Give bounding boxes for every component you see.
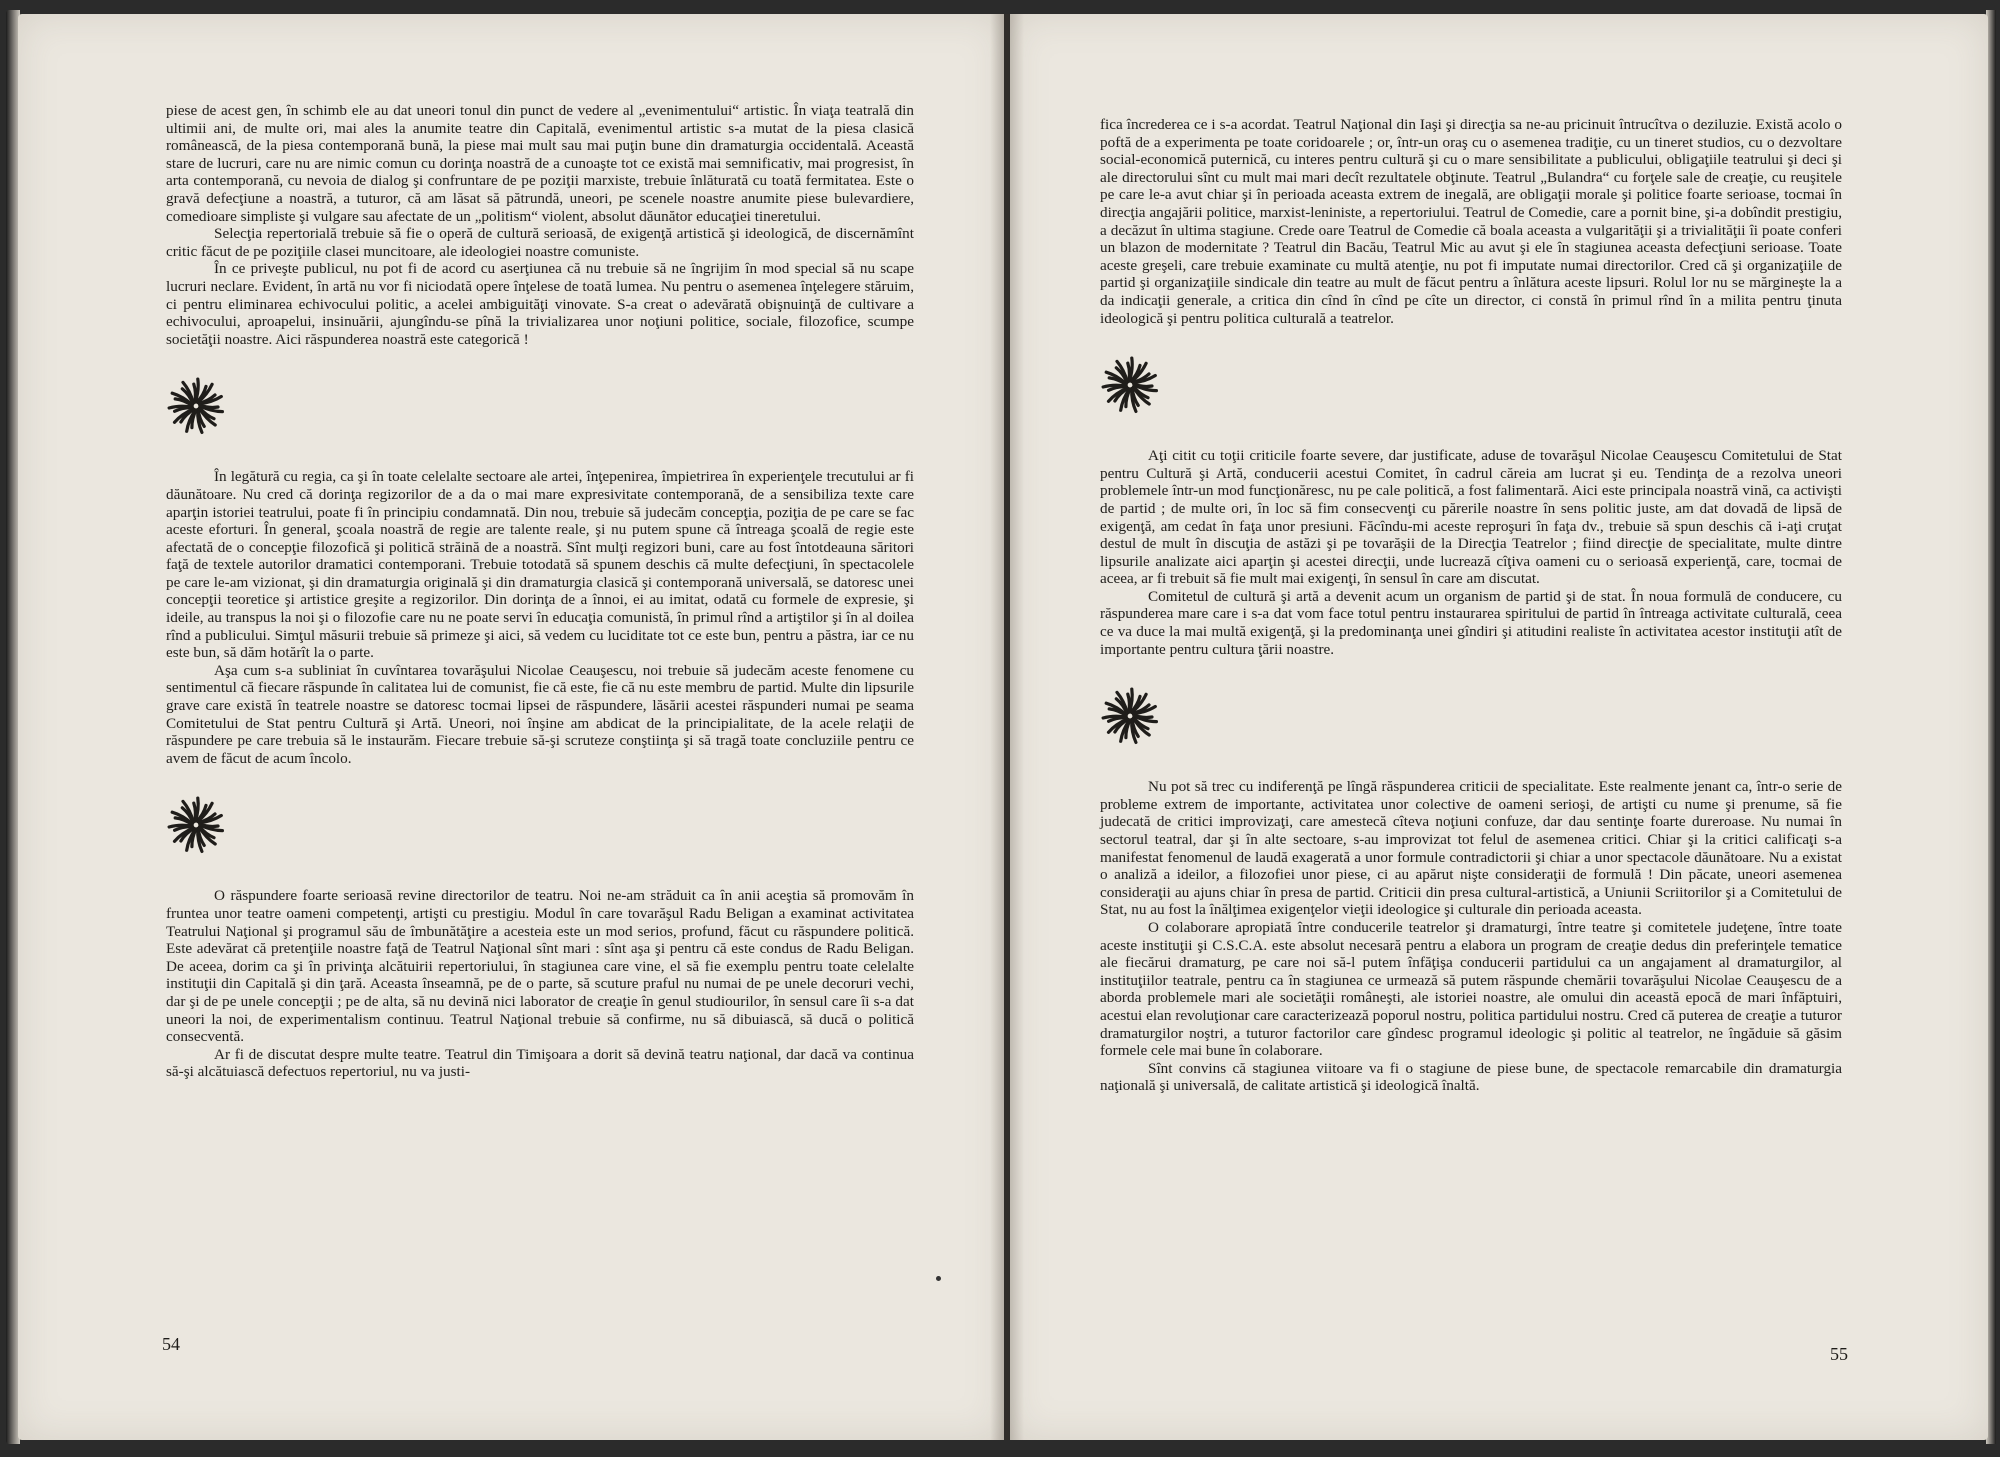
starburst-ray <box>1134 384 1152 386</box>
starburst-ornament-icon <box>1100 355 1160 415</box>
margin-dot <box>936 1276 941 1281</box>
paragraph: Sînt convins că stagiunea viitoare va fi o stagiune de piese bune, de spectacole remarcabile din dramaturgia naţională şi universală, de calitate artistică şi ideologică înaltă. <box>1100 1059 1842 1095</box>
starburst-ornament-icon <box>1100 686 1160 746</box>
starburst-ray <box>1134 716 1152 718</box>
paragraph: O colaborare apropiată între conducerile teatrelor şi dramaturgi, între teatre şi comitetele judeţene, între toate aceste instituţii şi C.S.C.A. este absolut necesară pentru a elabora un program de creaţie dedus din preferinţele tematice ale fiecărui dramaturg, pe care noi să-l putem înfăţişa conducerii partidului ca un angajament al dramaturgilor, al instituţiilor teatrale, pentru ca în stagiunea ce urmează să putem răspunde chemării tovarăşului Nicolae Ceauşescu de a aborda problemele mari ale societăţii româneşti, ale istoriei noastre, ale omului din această epocă de mari înfăptuiri, acestui elan revoluţionar care caracterizează poporul nostru, politica partidului nostru. Cred că puterea de creaţie a tuturor dramaturgilor noştri, a tuturor factorilor care gîndesc programul ideologic şi politic al teatrelor, ne îngăduie să găsim formele cele mai bune în colaborare. <box>1100 919 1842 1060</box>
book-gutter <box>990 14 1024 1440</box>
right-text-column <box>1100 116 1842 1095</box>
paragraph: Selecţia repertorială trebuie să fie o operă de cultură serioasă, de exigenţă artistică şi ideologică, de discernămînt critic făcut de pe poziţiile clasei muncitoare, ale ideologiei noastre comuniste. <box>166 225 914 260</box>
paragraph: Nu pot să trec cu indiferenţă pe lîngă răspunderea criticii de specialitate. Este realmente jenant ca, într-o serie de probleme extrem de importante, activitatea unor colective de oameni serioşi, de artişti cu nume şi prenume, să fie judecată de critici improvizaţi, care amestecă cîteva noţiuni confuze, dar dau sentinţe foarte dureroase. Nu numai în sectorul teatral, dar şi în alte sectoare, s-au improvizat tot felul de asemenea critici. Chiar şi la critici calificaţi s-a manifestat fenomenul de laudă exagerată a unor formule contradictorii şi chiar a unor spectacole dăunătoare. Nu a existat o analiză a ideilor, a filozofiei unor piese, ci au apărut nişte consideraţii de formulă ! Din păcate, uneori asemenea consideraţii au ajuns chiar în presa de partid. Criticii din presa cultural-artistică, a Uniunii Scriitorilor şi a Comitetului de Stat, nu au fost la înălţimea exigenţelor vieţii ideologice şi culturale din perioada aceasta. <box>1100 778 1842 919</box>
paragraph: Aţi citit cu toţii criticile foarte severe, dar justificate, aduse de tovarăşul Nicolae Ceauşescu Comitetului de Stat pentru Cultură şi Artă, conducerii acestui Comitet, în cadrul căreia am lucrat şi eu. Tendinţa de a rezolva uneori problemele într-un mod funcţionăresc, nu pe cale politică, a fost falimentară. Aici este principala noastră vină, ca activişti de partid ; de multe ori, în loc să fim consecvenţi cu părerile noastre în sens politic juste, am dat dovadă de lipsă de exigenţă, am cedat în faţa unor presiuni. Făcîndu-mi aceste reproşuri în faţa dv., trebuie să spun deschis că i-aţi cruţat destul de mult în discuţia de astăzi şi pe tovarăşii de la Direcţia Teatrelor ; fiind direcţie de specialitate, multe dintre lipsurile analizate aici aparţin şi acestei direcţii, unde lucrează cîţiva oameni cu o serioasă experienţă, care, tocmai de aceea, ar fi trebuit să fie mult mai exigenţi, în sensul în care am discutat. <box>1100 447 1842 588</box>
paragraph: O răspundere foarte serioasă revine directorilor de teatru. Noi ne-am străduit ca în anii aceştia să promovăm în fruntea unor teatre oameni competenţi, artişti cu prestigiu. Modul în care tovarăşul Radu Beligan a examinat activitatea Teatrului Naţional şi programul său de îmbunătăţire a acesteia este un mod serios, profund, făcut cu răspundere politică. Este adevărat că pretenţiile noastre faţă de Teatrul Naţional sînt mari : sînt aşa şi pentru că este condus de Radu Beligan. De aceea, dorim ca şi în privinţa alcătuirii repertoriului, în stagiunea care vine, el să fie exemplu pentru toate celelalte instituţii din Capitală şi din ţară. Aceasta înseamnă, pe de o parte, să scuture praful nu numai de pe unele decoruri vechi, dar şi de pe unele concepţii ; pe de alta, să nu devină nici laborator de creaţie în genul studiourilor, în sensul care îi s-a dat uneori la noi, de experimentalism continuu. Teatrul Naţional trebuie să confirme, nu să dibuiască, să ducă o politică consecventă. <box>166 887 914 1046</box>
page-number: 55 <box>1830 1344 1848 1364</box>
paragraph: Comitetul de cultură şi artă a devenit acum un organism de partid şi de stat. În noua formulă de conducere, cu răspunderea mare care i s-a dat vom face totul pentru instaurarea spiritului de partid în întreaga activitate culturală, ceea ce va duce la mai multă exigenţă, şi la predominanţa unei gîndiri şi atitudini realiste în activitatea acestor instituţii atît de importante pentru cultura ţării noastre. <box>1100 587 1842 658</box>
starburst-ray <box>200 825 218 827</box>
paragraph: fica încrederea ce i s-a acordat. Teatrul Naţional din Iaşi şi direcţia sa ne-au pricinuit întrucîtva o deziluzie. Există acolo o poftă de a experimenta pe toate coridoarele ; or, într-un oraş cu o asemenea tradiţie, cu un tineret studios, cu o dezvoltare social-economică puternică, cu interes pentru cultură şi cu o mare sensibilitate a publicului, obligaţiile teatrului şi deci şi ale directorului sînt cu mult mai mari decît rezultatele obţinute. Teatrul „Bulandra“ cu forţele sale de creaţie, cu reuşitele pe care le-a avut chiar şi în perioada aceasta extrem de inegală, are obligaţii morale şi politice foarte serioase, tocmai în direcţia angajării politice, marxist-leniniste, a repertoriului. Teatrul de Comedie, care a pornit bine, şi-a dobîndit prestigiu, a decăzut în ultima stagiune. Crede oare Teatrul de Comedie că boala aceasta a vulgarităţii şi a trivialităţii îi poate conferi un blazon de modernitate ? Teatrul din Bacău, Teatrul Mic au avut şi ele în stagiunea aceasta defecţiuni serioase. Toate aceste greşeli, care trebuie examinate cu multă atenţie, nu pot fi imputate numai directorilor. Cred că şi organizaţiile de partid şi organizaţiile sindicale din teatre au mult de făcut pentru a înlătura aceste lipsuri. Rolul lor nu se mărgineşte la a da indicaţii generale, a critica din cînd în cînd pe cîte un director, ci constă în primul rînd în a milita pentru ţinuta ideologică şi pentru politica culturală a teatrelor. <box>1100 116 1842 327</box>
starburst-ray <box>169 407 192 409</box>
paragraph: piese de acest gen, în schimb ele au dat uneori tonul din punct de vedere al „evenimentului“ artistic. În viaţa teatrală din ultimii ani, de multe ori, mai ales la anumite teatre din Capitală, evenimentul artistic s-a mutat de la piesa clasică românească, de la piesa contemporană bună, la piese mai mult sau mai puţin bune din dramaturgia occidentală. Această stare de lucruri, care nu are nimic comun cu dorinţa noastră de a cunoaşte tot ce există mai semnificativ, mai progresist, în arta contemporană, cu nevoia de dialog şi confruntare de pe poziţii marxiste, trebuie înlăturată cu toată fermitatea. Este o gravă defecţiune a noastră, a tuturor, că am lăsat să pătrundă, uneori, pe scenele noastre anumite piese bulevardiere, comedioare simpliste şi vulgare sau afectate de un „politism“ violent, absolut dăunător educaţiei tineretului. <box>166 102 914 225</box>
paragraph: În ce priveşte publicul, nu pot fi de acord cu aserţiunea că nu trebuie să ne îngrijim în mod special să nu scape lucruri neclare. Evident, în artă nu vor fi niciodată opere înţelese de toată lumea. Nu pentru o asemenea înţelegere stăruim, ci pentru eliminarea echivocului politic, a acelei ambiguităţi vinovate. S-a creat o adevărată obişnuinţă de cultivare a echivocului, aproapelui, insinuării, ajungîndu-se pînă la trivializarea unor noţiuni politice, sociale, filozofice, scumpe societăţii noastre. Aici răspunderea noastră este categorică ! <box>166 260 914 348</box>
paragraph: Aşa cum s-a subliniat în cuvîntarea tovarăşului Nicolae Ceauşescu, noi trebuie să judecăm aceste fenomene cu sentimentul că fiecare răspunde în calitatea lui de comunist, fie că este, fie că nu este membru de partid. Multe din lipsurile grave care există în teatrele noastre se datoresc tocmai lipsei de răspundere, lăsării acestei răspunderi numai pe seama Comitetului de Stat pentru Cultură şi Artă. Uneori, noi înşine am abdicat de la principialitate, de la acele relaţii de răspundere pe care trebuia să le instaurăm. Fiecare trebuie să-şi scruteze conştiinţa şi să tragă toate concluziile pentru ce avem de făcut de acum încolo. <box>166 661 914 767</box>
starburst-ornament-icon <box>166 795 226 855</box>
starburst-ray <box>1103 716 1126 718</box>
page-number: 54 <box>162 1334 180 1354</box>
paragraph: Ar fi de discutat despre multe teatre. Teatrul din Timişoara a dorit să devină teatru naţional, dar dacă va continua să-şi alcătuiască defectuos repertoriul, nu va justi- <box>166 1045 914 1081</box>
paragraph: În legătură cu regia, ca şi în toate celelalte sectoare ale artei, înţepenirea, împietrirea în experienţele trecutului ar fi dăunătoare. Nu cred că dorinţa regizorilor de a da o mai mare expresivitate contemporană, de a sensibiliza texte care aparţin istoriei teatrului, poate fi în principiu condamnată. Din nou, trebuie să judecăm concepţia, poziţia de pe care se fac aceste eforturi. În general, şcoala noastră de regie are talente reale, şi nu putem spune că întreaga şcoală de regie este afectată de o concepţie filozofică şi politică străină de a noastră. Sînt mulţi regizori buni, care au fost întotdeauna săritori faţă de textele autorilor dramatici contemporani. Trebuie totodată să spunem deschis că multe defecţiuni, în spectacolele pe care le-am vizionat, şi din dramaturgia originală şi din dramaturgia clasică şi contemporană universală, se datoresc unei concepţii teoretice şi artistice greşite a regizorilor. Din dorinţa de a înnoi, ei au imitat, odată cu formele de expresie, şi ideile, au transpus la noi şi o filozofie care nu ne poate servi în educaţia comunistă, în primul rînd a artiştilor şi în al doilea rînd a publicului. Simţul măsurii trebuie să primeze şi aici, să vedem cu luciditate tot ce este bun, pentru a păstra, iar ce nu este bun, să dăm hotărît la o parte. <box>166 468 914 662</box>
left-page <box>18 14 1004 1440</box>
right-page <box>1010 14 1988 1440</box>
starburst-ornament-icon <box>166 376 226 436</box>
starburst-ray <box>1103 385 1126 387</box>
starburst-ray <box>200 406 218 408</box>
left-text-column <box>166 102 914 1081</box>
starburst-ray <box>169 826 192 828</box>
